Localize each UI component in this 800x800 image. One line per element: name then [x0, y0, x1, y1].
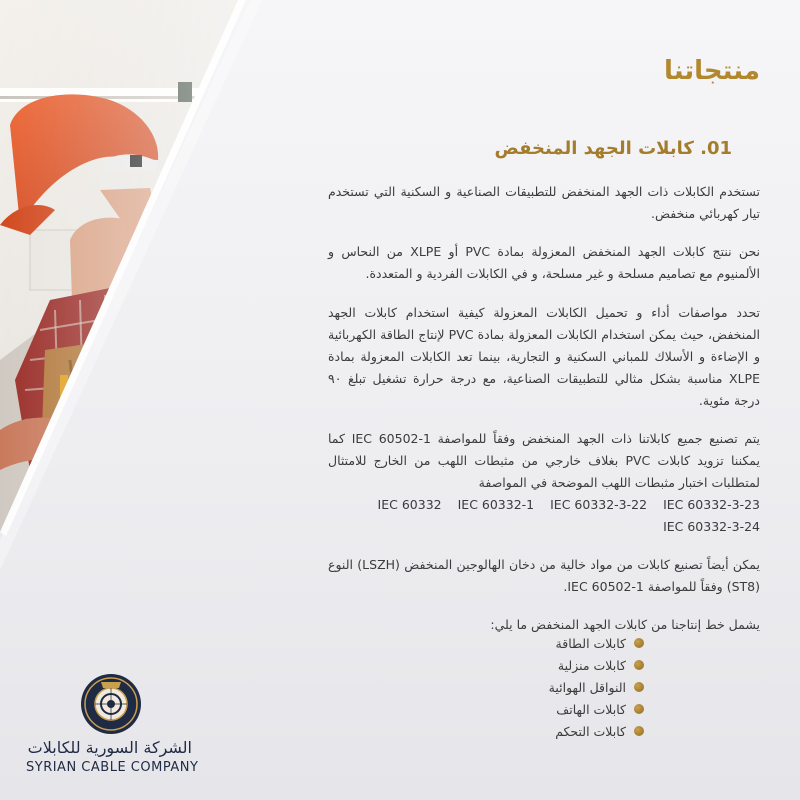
gold-bullet-icon	[634, 704, 644, 714]
list-item	[424, 654, 644, 676]
standard-code: IEC 60332-3-22	[550, 497, 648, 512]
product-label: كابلات الطاقة	[555, 635, 626, 651]
list-item	[424, 698, 644, 720]
gold-bullet-icon	[634, 726, 644, 736]
standards-paragraph	[328, 428, 760, 538]
standards-row	[328, 516, 760, 538]
company-seal-logo-icon	[79, 672, 143, 736]
standard-code: IEC 60332-1	[457, 497, 535, 512]
standard-code: IEC 60332-3-24	[663, 519, 760, 534]
standard-code: IEC 60332-3-23	[663, 497, 760, 512]
company-name-english: SYRIAN CABLE COMPANY	[26, 760, 199, 775]
product-label: كابلات منزلية	[557, 657, 626, 673]
list-item	[424, 632, 644, 654]
intro-paragraph: تستخدم الكابلات ذات الجهد المنخفض للتطبيقات الصناعية و السكنية التي تستخدم تيار كهربائي منخفض.	[328, 184, 760, 221]
page-title: منتجاتنا	[664, 56, 760, 86]
gold-bullet-icon	[634, 638, 644, 648]
product-label: كابلات الهاتف	[556, 701, 626, 717]
standard-code: IEC 60332	[377, 497, 442, 512]
standards-row	[328, 494, 760, 516]
section-title: 01. كابلات الجهد المنخفض	[494, 138, 732, 159]
list-item	[424, 676, 644, 698]
product-list-intro: يشمل خط إنتاجنا من كابلات الجهد المنخفض ما يلي:	[490, 617, 760, 632]
product-label: كابلات التحكم	[555, 723, 626, 739]
standards-text: يتم تصنيع جميع كابلاتنا ذات الجهد المنخفض وفقاً للمواصفة IEC 60502-1 كما يمكننا تزويد كابلات PVC بغلاف خارجي من مثبطات اللهب من الخارج للامتثال لمتطلبات اختبار مثبطات اللهب الموضحة في المواصفة	[328, 431, 760, 490]
company-name-arabic: الشركة السورية للكابلات	[27, 738, 192, 757]
company-logo-block	[26, 672, 230, 782]
product-label: النواقل الهوائية	[548, 679, 626, 695]
list-item	[424, 720, 644, 742]
gold-bullet-icon	[634, 682, 644, 692]
performance-paragraph: تحدد مواصفات أداء و تحميل الكابلات المعزولة كيفية استخدام كابلات الجهد المنخفض، حيث يمكن استخدام الكابلات المعزولة بمادة PVC لإنتاج الطاقة الكهربائية و الإضاءة و الأسلاك للمباني السكنية و التجارية، بينما تعد الكابلات المعزولة بمادة XLPE مناسبة بشكل مثالي للتطبيقات الصناعية، مع درجة حرارة تشغيل تبلغ ٩٠ درجة مئوية.	[328, 305, 760, 408]
product-list	[424, 632, 644, 742]
materials-paragraph: نحن ننتج كابلات الجهد المنخفض المعزولة بمادة PVC أو XLPE من النحاس و الألمنيوم مع تصاميم مسلحة و غير مسلحة، و في الكابلات الفردية و المتعددة.	[328, 244, 760, 281]
gold-bullet-icon	[634, 660, 644, 670]
lszh-paragraph: يمكن أيضاً تصنيع كابلات من مواد خالية من دخان الهالوجين المنخفض (LSZH) النوع (ST8) وفقاً للمواصفة IEC 60502-1.	[328, 557, 760, 594]
